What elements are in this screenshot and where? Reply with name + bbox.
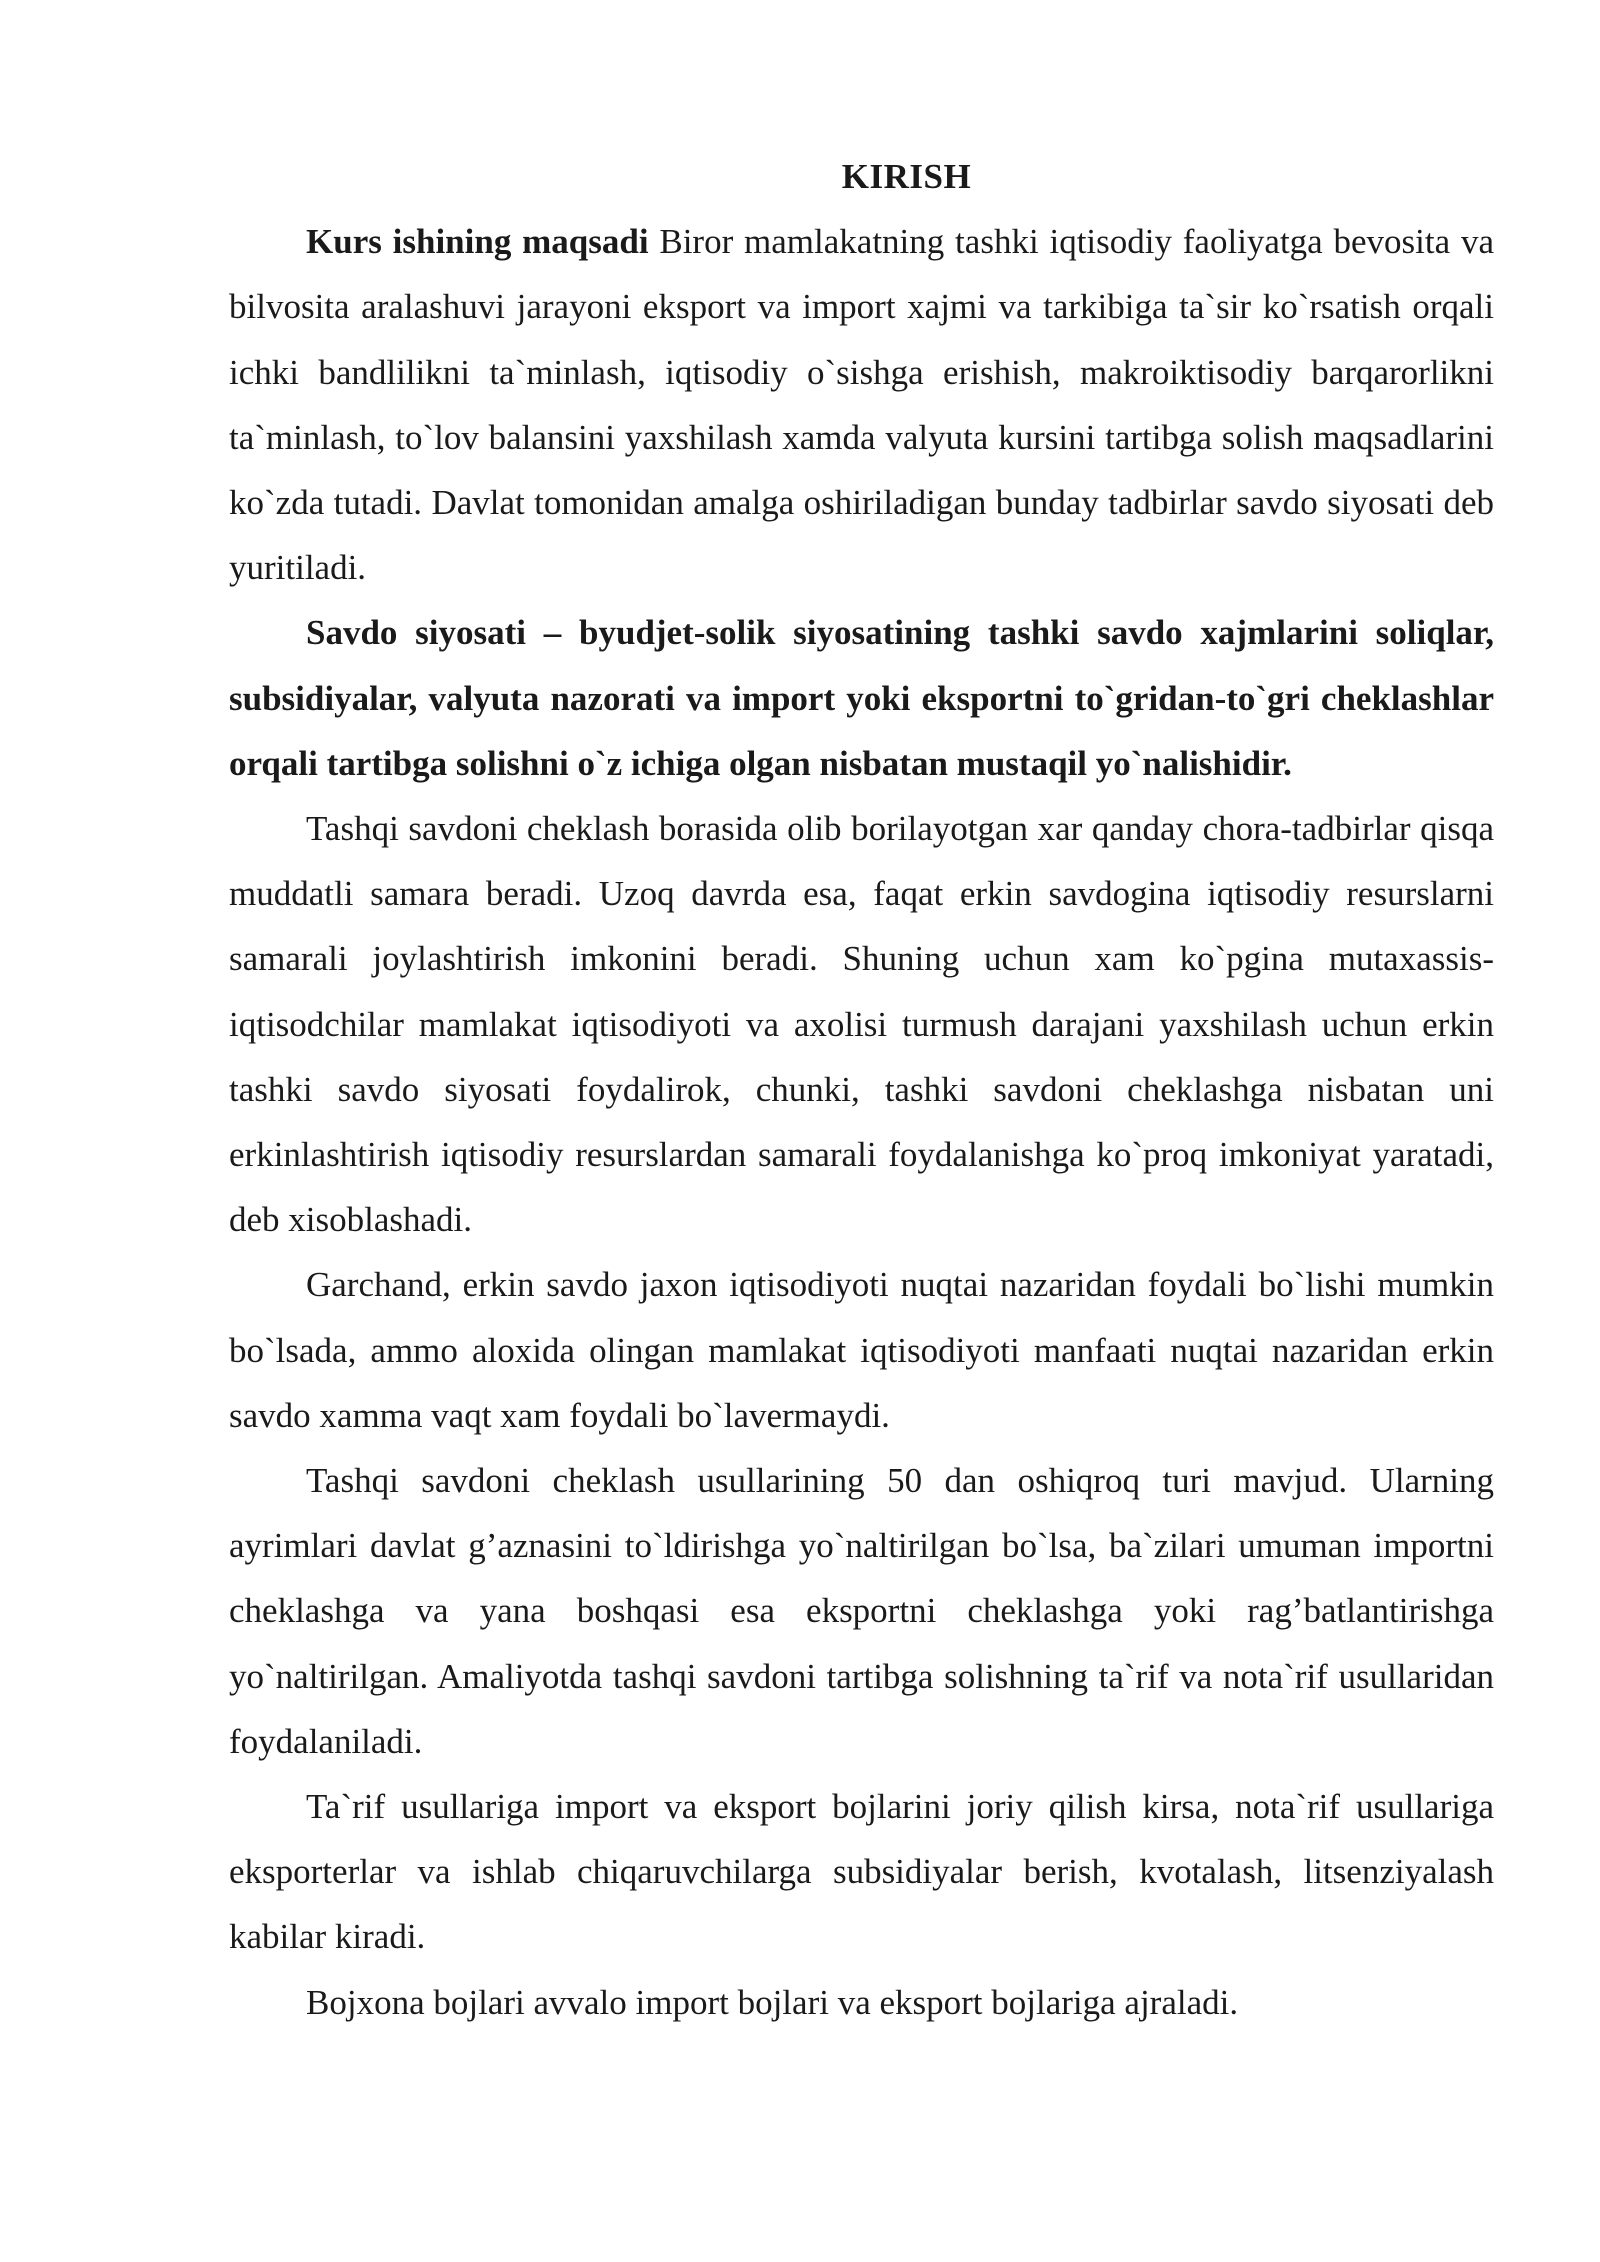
paragraph-definition: Savdo siyosati – byudjet-solik siyosatining tashki savdo xajmlarini soliqlar, subsidiyalar, valyuta nazorati va import yoki eksportni to`gridan-to`gri cheklashlar orqali tartibga solishni o`z ichiga olgan nisbatan mustaqil yo`nalishidir. bbox=[229, 613, 1494, 783]
paragraph-5: Tashqi savdoni cheklash usullarining 50 dan oshiqroq turi mavjud. Ularning ayrimlari davlat g’aznasini to`ldirishga yo`naltirilgan bo`lsa, ba`zilari umuman importni cheklashga va yana boshqasi esa eksportni cheklashga yoki rag’batlantirishga yo`naltirilgan. Amaliyotda tashqi savdoni tartibga solishning ta`rif va nota`rif usullaridan foydalaniladi. bbox=[229, 1461, 1494, 1761]
document-page bbox=[229, 144, 1494, 2035]
paragraph-6: Ta`rif usullariga import va eksport bojlarini joriy qilish kirsa, nota`rif usullariga eksporterlar va ishlab chiqaruvchilarga subsidiyalar berish, kvotalash, litsenziyalash kabilar kiradi. bbox=[229, 1787, 1494, 1957]
paragraph-purpose bbox=[229, 209, 1494, 600]
paragraph-lead: Kurs ishining maqsadi bbox=[306, 222, 649, 262]
paragraph-3: Tashqi savdoni cheklash borasida olib borilayotgan xar qanday chora-tadbirlar qisqa muddatli samara beradi. Uzoq davrda esa, faqat erkin savdogina iqtisodiy resurslarni samarali joylashtirish imkonini beradi. Shuning uchun xam ko`pgina mutaxassis-iqtisodchilar mamlakat iqtisodiyoti va axolisi turmush darajani yaxshilash uchun erkin tashki savdo siyosati foydalirok, chunki, tashki savdoni cheklashga nisbatan uni erkinlashtirish iqtisodiy resurslardan samarali foydalanishga ko`proq imkoniyat yaratadi, deb xisoblashadi. bbox=[229, 809, 1494, 1240]
page-title: KIRISH bbox=[841, 157, 972, 196]
paragraph-text: Biror mamlakatning tashki iqtisodiy faoliyatga bevosita va bilvosita aralashuvi jarayoni eksport va import xajmi va tarkibiga ta`sir ko`rsatish orqali ichki bandlilikni ta`minlash, iqtisodiy o`sishga erishish, makroiktisodiy barqarorlikni ta`minlash, to`lov balansini yaxshilash xamda valyuta kursini tartibga solish maqsadlarini ko`zda tutadi. Davlat tomonidan amalga oshiriladigan bunday tadbirlar savdo siyosati deb yuritiladi. bbox=[229, 222, 1494, 588]
paragraph-7: Bojxona bojlari avvalo import bojlari va eksport bojlariga ajraladi. bbox=[306, 1982, 1239, 2022]
paragraph-4: Garchand, erkin savdo jaxon iqtisodiyoti nuqtai nazaridan foydali bo`lishi mumkin bo`lsada, ammo aloxida olingan mamlakat iqtisodiyoti manfaati nuqtai nazaridan erkin savdo xamma vaqt xam foydali bo`lavermaydi. bbox=[229, 1265, 1494, 1435]
